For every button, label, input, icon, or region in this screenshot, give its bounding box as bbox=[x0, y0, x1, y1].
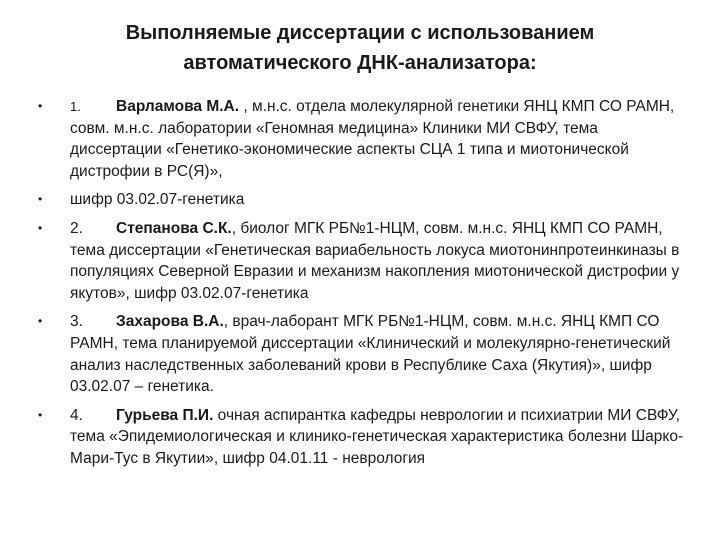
author-name: Захарова В.А. bbox=[116, 313, 224, 331]
bullet: • bbox=[38, 314, 43, 329]
list-item-1 bbox=[30, 96, 690, 182]
bullet: • bbox=[38, 407, 43, 422]
slide-title bbox=[60, 18, 660, 78]
author-name: Гурьева П.И. bbox=[116, 406, 214, 424]
item-number: 4. bbox=[70, 406, 83, 424]
title-line-2: автоматического ДНК-анализатора: bbox=[183, 52, 537, 74]
author-name: Варламова М.А. bbox=[116, 98, 240, 115]
item-text: , врач-лаборант МГК РБ№1-НЦМ, совм. м.н.с. ЯНЦ КМП СО РАМН, тема планируемой диссертации «Клинический и молекулярно-генетический анализ наследственных заболеваний крови в Республике Саха (Якутия)», шифр 03.02.07 – генетика. bbox=[70, 313, 671, 396]
list-item-5 bbox=[30, 405, 690, 470]
item-number: 3. bbox=[70, 313, 83, 331]
bullet: • bbox=[38, 99, 43, 113]
list-item-3 bbox=[30, 218, 690, 304]
item-text: шифр 03.02.07-генетика bbox=[70, 191, 245, 209]
item-number: 2. bbox=[70, 219, 83, 237]
item-text: , биолог МГК РБ№1-НЦМ, совм. м.н.с. ЯНЦ КМП СО РАМН, тема диссертации «Генетическая вариабельность локуса миотонинпротеинкиназы в популяциях Северной Евразии и механизм накопления миотонической дистрофии у якутов», шифр 03.02.07-генетика bbox=[70, 219, 680, 302]
list-item-4 bbox=[30, 311, 690, 397]
dissertation-list bbox=[30, 96, 690, 470]
list-item-2 bbox=[30, 189, 690, 211]
item-text: , м.н.с. отдела молекулярной генетики ЯНЦ КМП СО РАМН, совм. м.н.с. лаборатории «Геномная медицина» Клиники МИ СВФУ, тема диссертации «Генетико-экономические аспекты СЦА 1 типа и миотонической дистрофии в РС(Я)», bbox=[70, 98, 675, 180]
author-name: Степанова С.К. bbox=[116, 219, 232, 237]
bullet: • bbox=[38, 192, 43, 207]
item-text: очная аспирантка кафедры неврологии и психиатрии МИ СВФУ, тема «Эпидемиологическая и клинико-генетическая характеристика болезни Шарко-Мари-Тус в Якутии», шифр 04.01.11 - неврология bbox=[70, 406, 684, 467]
item-number: 1. bbox=[70, 99, 81, 114]
bullet: • bbox=[38, 220, 43, 235]
title-line-1: Выполняемые диссертации с использованием bbox=[125, 22, 595, 44]
